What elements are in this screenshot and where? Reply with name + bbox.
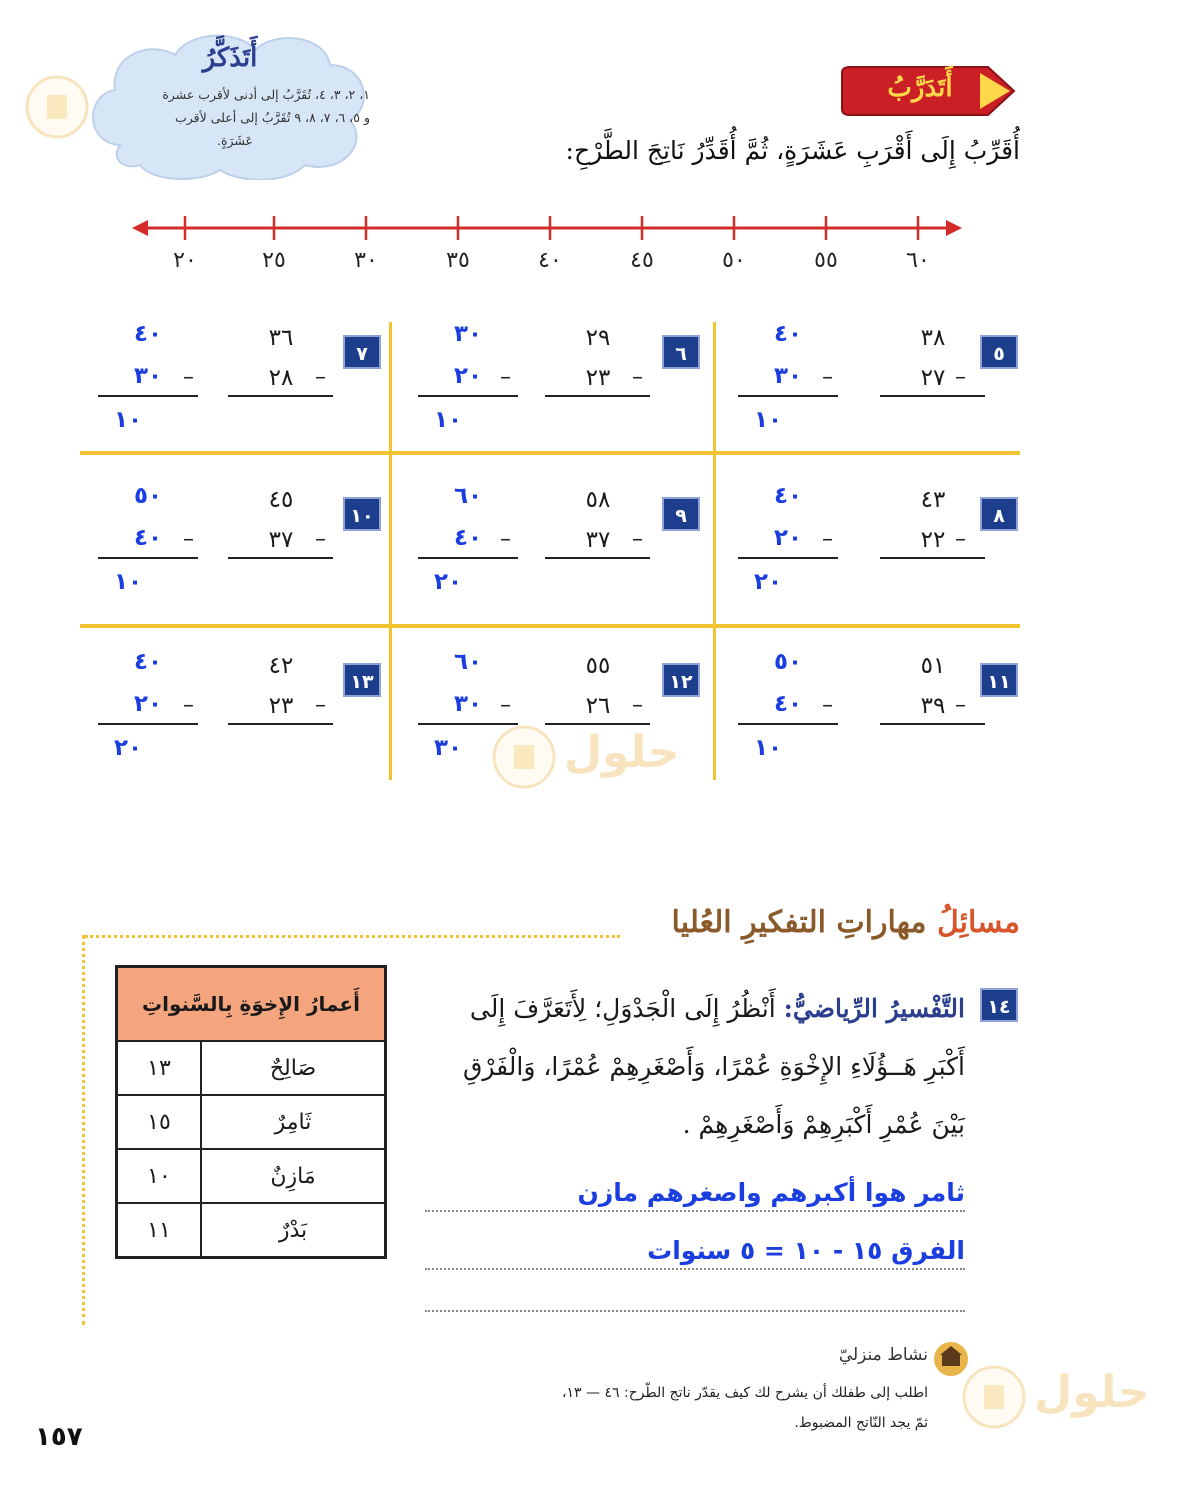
rounded-minuend: ٥٠ bbox=[773, 649, 803, 675]
subtraction-line bbox=[545, 557, 650, 559]
estimated-result: ١٠ bbox=[753, 735, 783, 761]
higher-thinking-title bbox=[672, 905, 1020, 940]
higher-thinking-title-part1: مسائِلُ bbox=[936, 905, 1020, 940]
rounded-subtrahend: ٢٠ bbox=[133, 691, 163, 717]
exercise-minuend: ٥٥ bbox=[585, 653, 611, 679]
estimated-result: ١٠ bbox=[433, 407, 463, 433]
age-cell: ١٣ bbox=[117, 1041, 202, 1095]
ages-table-header: أَعمارُ الإِخوَةِ بِالسَّنواتِ bbox=[117, 967, 386, 1042]
name-cell: صَالِحٌ bbox=[201, 1041, 386, 1095]
watermark-icon bbox=[492, 725, 562, 795]
page-number: ١٥٧ bbox=[35, 1422, 83, 1452]
answer-line-3[interactable] bbox=[425, 1280, 965, 1312]
remember-text bbox=[100, 83, 370, 152]
home-activity-title: نشاط منزليّ bbox=[838, 1345, 928, 1365]
subtraction-line bbox=[228, 557, 333, 559]
minus-sign: – bbox=[315, 527, 326, 552]
subtraction-line bbox=[228, 723, 333, 725]
subtraction-line bbox=[880, 723, 985, 725]
rounded-subtrahend: ٢٠ bbox=[453, 363, 483, 389]
exercise-subtrahend: ٢٣ bbox=[268, 693, 294, 719]
exercise-subtrahend: ٢٧ bbox=[920, 365, 946, 391]
exercise-number-badge: ١٠ bbox=[343, 497, 381, 531]
exercise-subtrahend: ٣٧ bbox=[585, 527, 611, 553]
ages-table bbox=[115, 965, 387, 1259]
table-row bbox=[117, 1149, 386, 1203]
rounded-subtrahend: ٤٠ bbox=[453, 525, 483, 551]
minus-sign: – bbox=[955, 365, 966, 390]
exercise-number-badge: ١١ bbox=[980, 663, 1018, 697]
exercise-subtrahend: ٣٧ bbox=[268, 527, 294, 553]
watermark-icon bbox=[25, 75, 95, 145]
name-cell: بَدْرٌ bbox=[201, 1203, 386, 1258]
remember-line-2: و ٥، ٦، ٧، ٨، ٩ تُقَرَّبُ إلى أعلى لأقرب bbox=[175, 110, 370, 125]
subtraction-line bbox=[738, 723, 838, 725]
home-activity-line-1: اطلب إلى طفلك أن يشرح لك كيف يقدّر ناتج الطّرح: ٤٦ — ١٣، bbox=[562, 1385, 928, 1401]
watermark-text: حلول bbox=[1034, 1367, 1150, 1418]
answer-line-2[interactable]: الفرق ١٥ - ١٠ = ٥ سنوات bbox=[425, 1236, 965, 1270]
number-line-label: ٢٠ bbox=[173, 248, 197, 273]
minus-sign: – bbox=[183, 365, 194, 390]
grid-separator bbox=[389, 322, 392, 780]
exercise-minuend: ٥١ bbox=[920, 653, 946, 679]
estimated-result: ١٠ bbox=[113, 407, 143, 433]
subtraction-line bbox=[98, 557, 198, 559]
number-line-label: ٣٠ bbox=[354, 248, 378, 273]
estimated-result: ١٠ bbox=[113, 569, 143, 595]
minus-sign: – bbox=[955, 693, 966, 718]
subtraction-line bbox=[738, 395, 838, 397]
section-dotted-border bbox=[82, 935, 85, 1325]
minus-sign: – bbox=[500, 527, 511, 552]
number-line-label: ٣٥ bbox=[446, 248, 470, 273]
rounded-minuend: ٤٠ bbox=[133, 321, 163, 347]
subtraction-line bbox=[418, 557, 518, 559]
question-text bbox=[425, 980, 965, 1154]
exercise-minuend: ٤٢ bbox=[268, 653, 294, 679]
grid-separator bbox=[80, 451, 1020, 455]
rounded-minuend: ٥٠ bbox=[133, 483, 163, 509]
age-cell: ١٥ bbox=[117, 1095, 202, 1149]
exercise-number-badge: ٦ bbox=[662, 335, 700, 369]
subtraction-line bbox=[880, 557, 985, 559]
grid-separator bbox=[80, 624, 1020, 628]
estimated-result: ٢٠ bbox=[753, 569, 783, 595]
number-line-label: ٥٠ bbox=[722, 248, 746, 273]
remember-title: أَتَذَكَّرُ bbox=[202, 43, 258, 73]
exercise-minuend: ٢٩ bbox=[585, 325, 611, 351]
exercise-minuend: ٤٥ bbox=[268, 487, 294, 513]
practice-instruction: أُقَرِّبُ إِلَى أَقْرَبِ عَشَرَةٍ، ثُمَّ أُقَدِّرُ نَاتِجَ الطَّرْحِ: bbox=[565, 136, 1020, 165]
exercise-number-badge: ٩ bbox=[662, 497, 700, 531]
exercise-minuend: ٣٨ bbox=[920, 325, 946, 351]
table-row bbox=[117, 1041, 386, 1095]
age-cell: ١٠ bbox=[117, 1149, 202, 1203]
number-line-label: ٤٥ bbox=[630, 248, 654, 273]
remember-line-1: ١، ٢، ٣، ٤، تُقَرَّبُ إلى أدنى لأقرب عشرة bbox=[162, 87, 370, 102]
exercise-number-badge: ٨ bbox=[980, 497, 1018, 531]
minus-sign: – bbox=[822, 527, 833, 552]
estimated-result: ١٠ bbox=[753, 407, 783, 433]
estimated-result: ٣٠ bbox=[433, 735, 463, 761]
estimated-result: ٢٠ bbox=[113, 735, 143, 761]
exercise-subtrahend: ٢٣ bbox=[585, 365, 611, 391]
section-dotted-border bbox=[85, 935, 620, 938]
minus-sign: – bbox=[632, 527, 643, 552]
number-line-label: ٦٠ bbox=[906, 248, 930, 273]
practice-badge bbox=[838, 65, 1018, 117]
higher-thinking-title-part2: مهاراتِ التفكيرِ العُليا bbox=[671, 905, 927, 940]
remember-box bbox=[80, 25, 370, 175]
minus-sign: – bbox=[315, 693, 326, 718]
exercise-number-badge: ٧ bbox=[343, 335, 381, 369]
subtraction-line bbox=[545, 395, 650, 397]
rounded-minuend: ٦٠ bbox=[453, 649, 483, 675]
rounded-minuend: ٤٠ bbox=[773, 321, 803, 347]
subtraction-line bbox=[98, 723, 198, 725]
grid-separator bbox=[713, 322, 716, 780]
rounded-subtrahend: ٣٠ bbox=[773, 363, 803, 389]
watermark-text: حلول bbox=[564, 727, 680, 778]
rounded-subtrahend: ٣٠ bbox=[453, 691, 483, 717]
minus-sign: – bbox=[632, 365, 643, 390]
subtraction-line bbox=[418, 395, 518, 397]
estimated-result: ٢٠ bbox=[433, 569, 463, 595]
minus-sign: – bbox=[822, 365, 833, 390]
subtraction-line bbox=[98, 395, 198, 397]
exercise-number-badge: ١٢ bbox=[662, 663, 700, 697]
table-row bbox=[117, 1095, 386, 1149]
name-cell: مَازِنٌ bbox=[201, 1149, 386, 1203]
watermark-logo-middle bbox=[492, 725, 702, 795]
minus-sign: – bbox=[500, 693, 511, 718]
minus-sign: – bbox=[315, 365, 326, 390]
exercise-subtrahend: ٢٨ bbox=[268, 365, 294, 391]
age-cell: ١١ bbox=[117, 1203, 202, 1258]
exercise-subtrahend: ٣٩ bbox=[920, 693, 946, 719]
watermark-logo-top bbox=[25, 75, 95, 149]
minus-sign: – bbox=[822, 693, 833, 718]
answer-line-1[interactable]: ثامر هوا أكبرهم واصغرهم مازن bbox=[425, 1178, 965, 1212]
watermark-logo-bottom bbox=[962, 1365, 1172, 1435]
minus-sign: – bbox=[955, 527, 966, 552]
question-lead: التَّفْسيرُ الرِّياضيُّ: bbox=[783, 994, 965, 1023]
minus-sign: – bbox=[183, 693, 194, 718]
minus-sign: – bbox=[500, 365, 511, 390]
rounded-minuend: ٤٠ bbox=[773, 483, 803, 509]
minus-sign: – bbox=[183, 527, 194, 552]
exercise-number-badge: ٥ bbox=[980, 335, 1018, 369]
table-row bbox=[117, 1203, 386, 1258]
home-activity-line-2: ثمّ يجد النّاتج المضبوط. bbox=[794, 1415, 928, 1431]
number-line-label: ٤٠ bbox=[538, 248, 562, 273]
question-number-badge: ١٤ bbox=[980, 988, 1018, 1022]
number-line-label: ٥٥ bbox=[814, 248, 838, 273]
exercise-number-badge: ١٣ bbox=[343, 663, 381, 697]
remember-line-3: عَشَرَةٍ. bbox=[216, 133, 254, 148]
exercise-subtrahend: ٢٦ bbox=[585, 693, 611, 719]
rounded-subtrahend: ٣٠ bbox=[133, 363, 163, 389]
rounded-minuend: ٦٠ bbox=[453, 483, 483, 509]
number-line-axis bbox=[0, 210, 1200, 250]
subtraction-line bbox=[738, 557, 838, 559]
home-activity-text bbox=[488, 1378, 928, 1438]
exercise-minuend: ٥٨ bbox=[585, 487, 611, 513]
name-cell: ثَامِرٌ bbox=[201, 1095, 386, 1149]
subtraction-line bbox=[880, 395, 985, 397]
exercise-minuend: ٣٦ bbox=[268, 325, 294, 351]
rounded-subtrahend: ٢٠ bbox=[773, 525, 803, 551]
rounded-minuend: ٣٠ bbox=[453, 321, 483, 347]
practice-label: أَتَدَرَّبُ bbox=[887, 73, 953, 103]
subtraction-line bbox=[228, 395, 333, 397]
minus-sign: – bbox=[632, 693, 643, 718]
exercise-minuend: ٤٣ bbox=[920, 487, 946, 513]
question-body: أَنْظُرُ إِلَى الْجَدْوَلِ؛ لِأَتَعَرَّفَ إِلَى أَكْبَرِ هَــؤُلَاءِ الإِخْوَةِ عُمْرًا، وَأَصْغَرِهِمْ عُمْرًا، وَالْفَرْقِ بَيْنَ عُمْرِ أَكْبَرِهِمْ وَأَصْغَرِهِمْ . bbox=[462, 994, 965, 1139]
rounded-subtrahend: ٤٠ bbox=[133, 525, 163, 551]
number-line-label: ٢٥ bbox=[262, 248, 286, 273]
watermark-icon bbox=[962, 1365, 1032, 1435]
rounded-subtrahend: ٤٠ bbox=[773, 691, 803, 717]
exercise-subtrahend: ٢٢ bbox=[920, 527, 946, 553]
rounded-minuend: ٤٠ bbox=[133, 649, 163, 675]
